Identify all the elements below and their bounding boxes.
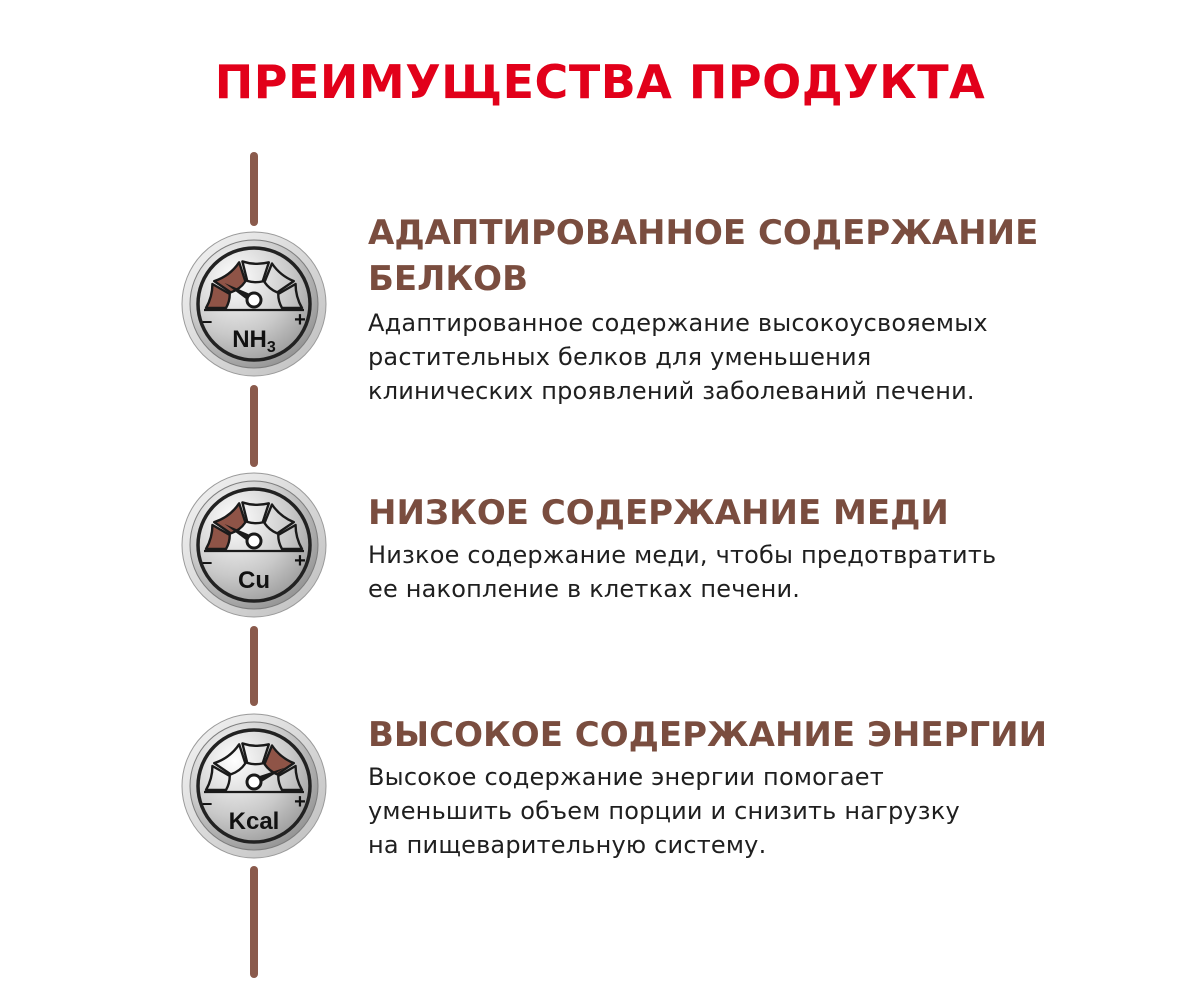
benefit-description: Адаптированное содержание высокоусвояемых растительных белков для уменьшения клинических проявлений заболеваний печени.	[368, 309, 988, 405]
timeline-line-1	[250, 385, 258, 467]
gauge-label: Cu	[238, 567, 270, 594]
copper-gauge-icon	[180, 471, 328, 619]
timeline-line-bottom	[250, 866, 258, 978]
minus-sign: −	[201, 312, 213, 332]
plus-sign: +	[294, 309, 306, 331]
energy-gauge-icon	[180, 712, 328, 860]
timeline-line-2	[250, 626, 258, 706]
plus-sign: +	[294, 550, 306, 572]
gauge-label: $NH_3$	[232, 326, 276, 356]
energy-gauge-icon-graphic	[180, 712, 328, 860]
timeline-line-top	[250, 152, 258, 226]
gauge-pivot	[247, 775, 261, 789]
benefit-description: Высокое содержание энергии помогает уменьшить объем порции и снизить нагрузку на пищеварительную систему.	[368, 763, 960, 859]
minus-sign: −	[201, 553, 213, 573]
benefit-description: Низкое содержание меди, чтобы предотвратить ее накопление в клетках печени.	[368, 541, 997, 603]
benefit-heading: НИЗКОЕ СОДЕРЖАНИЕ МЕДИ	[368, 493, 949, 533]
copper-gauge-icon-graphic	[180, 471, 328, 619]
minus-sign: −	[201, 794, 213, 814]
page-title: ПРЕИМУЩЕСТВА ПРОДУКТА	[214, 55, 986, 109]
protein-gauge-icon-graphic	[180, 230, 328, 378]
benefit-heading: АДАПТИРОВАННОЕ СОДЕРЖАНИЕ БЕЛКОВ	[368, 213, 1039, 299]
gauge-pivot	[247, 293, 261, 307]
gauge-label: Kcal	[228, 808, 280, 835]
gauge-pivot	[247, 534, 261, 548]
protein-gauge-icon	[180, 230, 328, 378]
benefit-heading: ВЫСОКОЕ СОДЕРЖАНИЕ ЭНЕРГИИ	[368, 715, 1048, 755]
plus-sign: +	[294, 791, 306, 813]
